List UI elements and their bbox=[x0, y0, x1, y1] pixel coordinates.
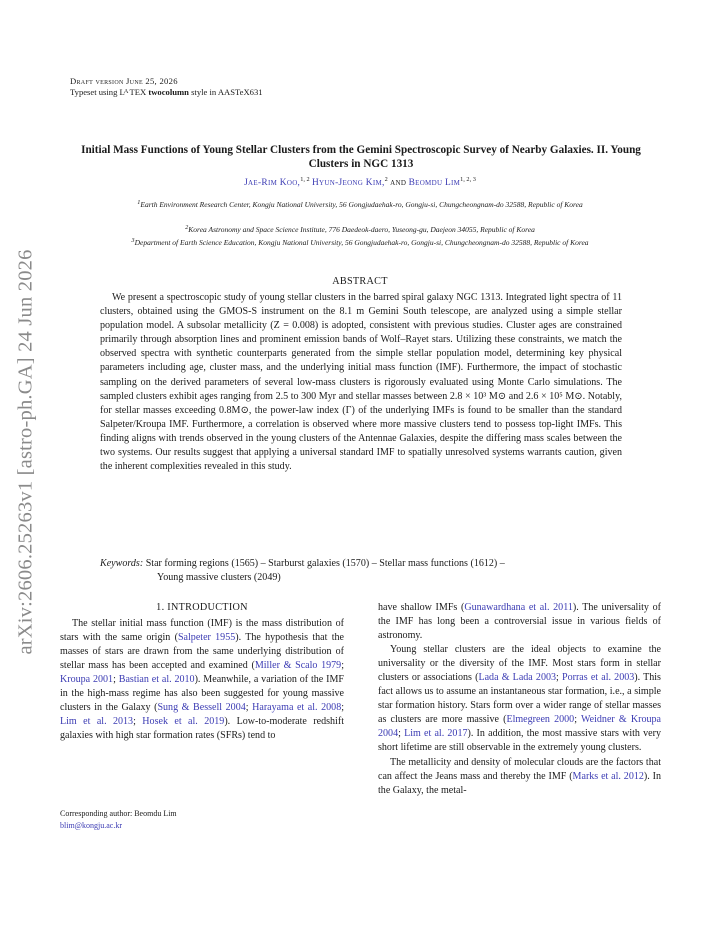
section-heading-introduction: 1. INTRODUCTION bbox=[156, 602, 248, 613]
paragraph-text: ; bbox=[133, 716, 143, 728]
paragraph-text: ; bbox=[341, 702, 345, 714]
citation-link[interactable]: Miller & Scalo 1979 bbox=[254, 660, 342, 672]
authors-and: and bbox=[390, 178, 407, 188]
paragraph-text: ). This fact allows us to assume an instantaneous star formation, i.e., a simple star formation history. Stars form over a wider range of stellar masses as clusters are more massive ( bbox=[378, 672, 661, 726]
paragraph-text: ; bbox=[245, 702, 253, 714]
affiliation-1: $^1$Earth Environment Research Center, Kongju National University, 56 Gongjudaehak-ro, Gongju-si, Chungcheongnam-do 32588, Republic of Korea bbox=[137, 199, 583, 209]
citation-link[interactable]: Lim et al. 2013 bbox=[60, 716, 134, 728]
paragraph-text: The stellar initial mass function (IMF) is the mass distribution of stars with the same origin ( bbox=[60, 618, 344, 644]
paragraph-text: ; bbox=[398, 728, 405, 740]
keywords-label: Keywords: bbox=[100, 558, 144, 569]
abstract-text: We present a spectroscopic study of young stellar clusters in the barred spiral galaxy NGC 1313. Integrated light spectra of 11 clusters, obtained using the GMOS-S instrument on the 8.1 m Gemini South telescope, are analyzed using a simple stellar population model. A subsolar metallicity (Z = 0.008) is adopted, consistent with previous studies. Cluster ages are constrained primarily through absorption lines and prominent emission bands of Wolf–Rayet stars. Utilizing these constraints, we match the observed spectra with synthetic counterparts generated from the simple stellar population model, determining key physical parameters including age, cluster mass, and the underlying initial mass function (IMF). Furthermore, the impact of stochastic sampling on the derived parameters of several low-mass clusters is rigorously evaluated using Monte Carlo simulations. The sampled clusters exhibit ages ranging from 2.5 to 300 Myr and stellar masses between 2.8 × 10³ M⊙ and 2.6 × 10⁵ M⊙. Notably, for stellar masses exceeding 0.8M⊙, the power-law index (Γ) of the underlying IMFs is found to be smaller than the standard Salpeter/Kroupa IMF. Furthermore, a correlation is observed where more massive clusters tend to possess top-light IMFs. This finding aligns with trends observed in the young clusters of the Antennae Galaxies, despite the differing mass scales between the two systems. Our results suggest that applying a universal standard IMF to spatially unresolved systems warrants caution, given the inherent complexities revealed in this study. bbox=[100, 292, 622, 473]
draft-header bbox=[70, 76, 263, 98]
intro-paragraph-2 bbox=[378, 643, 661, 755]
paragraph-text: ). Low-to-moderate redshift galaxies with high star formation rates (SFRs) tend to bbox=[60, 716, 344, 742]
intro-paragraph-1 bbox=[60, 617, 344, 743]
arxiv-identifier bbox=[10, 232, 42, 672]
left-column bbox=[60, 601, 344, 743]
paragraph-text: Young stellar clusters are the ideal objects to examine the universality or the diversity of the IMF. Most stars form in stellar clusters or associations ( bbox=[378, 644, 661, 684]
citation-link[interactable]: Weidner & Kroupa 2004 bbox=[378, 714, 661, 740]
paragraph-text: ). In addition, the most massive stars with very short lifetime are still observable in the extremely young clusters. bbox=[378, 728, 661, 754]
author-list: Jae-Rim Koo,$^{1, 2}$ Hyun-Jeong Kim,$^2$ and Beomdu Lim$^{1, 2, 3}$ bbox=[244, 176, 476, 188]
corresponding-email-link[interactable]: blim@kongju.ac.kr bbox=[60, 821, 123, 830]
citation-link[interactable]: Hosek et al. 2019 bbox=[142, 716, 225, 728]
corresponding-author-label: Corresponding author: Beomdu Lim bbox=[60, 809, 177, 818]
paragraph-text: The metallicity and density of molecular clouds are the factors that can affect the Jeans mass and thereby the IMF ( bbox=[378, 756, 661, 782]
paragraph-text: ). The universality of the IMF has long been a controversial issue in various fields of astronomy. bbox=[378, 602, 661, 642]
paragraph-text: ; bbox=[113, 674, 119, 686]
citation-link[interactable]: Lada & Lada 2003 bbox=[478, 672, 557, 684]
paragraph-text: ; bbox=[341, 660, 344, 672]
keywords-line-1: Keywords: Star forming regions (1565) – Starburst galaxies (1570) – Stellar mass functions (1612) – bbox=[100, 558, 505, 569]
paragraph-text: ). The hypothesis that the masses of stars are drawn from the same underlying distribution of stellar mass has been accepted and examined ( bbox=[60, 632, 344, 672]
intro-paragraph-3 bbox=[378, 756, 661, 798]
affiliation-3: $^3$Department of Earth Science Education, Kongju National University, 56 Gongjudaehak-ro, Gongju-si, Chungcheongnam-do 32588, Republic of Korea bbox=[131, 237, 589, 247]
citation-link[interactable]: Salpeter 1955 bbox=[177, 632, 236, 644]
author-link[interactable]: Hyun-Jeong Kim, bbox=[311, 178, 385, 188]
citation-link[interactable]: Bastian et al. 2010 bbox=[118, 674, 195, 686]
typeset-line: Typeset using $L^ATEX$ twocolumn style in AASTeX631 bbox=[70, 87, 263, 97]
paragraph-text: ; bbox=[556, 672, 562, 684]
paragraph-text: ). Meanwhile, a variation of the IMF in the high-mass regime has also been suggested for young massive clusters in the Galaxy ( bbox=[60, 674, 344, 714]
right-column bbox=[378, 601, 661, 798]
keywords bbox=[100, 557, 622, 585]
author-link[interactable]: Beomdu Lim bbox=[408, 178, 461, 188]
affiliation-2: $^2$Korea Astronomy and Space Science Institute, 776 Daedeok-daero, Yuseong-gu, Daejeon 34055, Republic of Korea bbox=[185, 224, 535, 234]
citation-link[interactable]: Elmegreen 2000 bbox=[506, 714, 575, 726]
paragraph-text: ; bbox=[574, 714, 581, 726]
arxiv-id-text: arXiv:2606.25263v1 [astro-ph.GA] 24 Jun 2026 bbox=[14, 249, 37, 655]
paper-title: Initial Mass Functions of Young Stellar Clusters from the Gemini Spectroscopic Survey of Nearby Galaxies. II. Young Clusters in NGC 1313 bbox=[81, 144, 641, 170]
citation-link[interactable]: Porras et al. 2003 bbox=[561, 672, 635, 684]
citation-link[interactable]: Gunawardhana et al. 2011 bbox=[464, 602, 573, 613]
author-link[interactable]: Jae-Rim Koo, bbox=[244, 178, 301, 188]
abstract-heading: ABSTRACT bbox=[332, 276, 388, 287]
citation-link[interactable]: Sung & Bessell 2004 bbox=[157, 702, 246, 714]
keywords-line-2: Young massive clusters (2049) bbox=[157, 572, 281, 583]
citation-link[interactable]: Kroupa 2001 bbox=[60, 674, 114, 686]
draft-version: Draft version June 25, 2026 bbox=[70, 76, 178, 86]
intro-paragraph-1-continued bbox=[378, 601, 661, 643]
corresponding-author bbox=[60, 808, 177, 832]
citation-link[interactable]: Lim et al. 2017 bbox=[404, 728, 468, 740]
citation-link[interactable]: Marks et al. 2012 bbox=[572, 770, 644, 782]
citation-link[interactable]: Harayama et al. 2008 bbox=[252, 702, 342, 714]
paragraph-text: have shallow IMFs ( bbox=[378, 602, 465, 613]
paragraph-text: ). In the Galaxy, the metal- bbox=[378, 770, 661, 796]
